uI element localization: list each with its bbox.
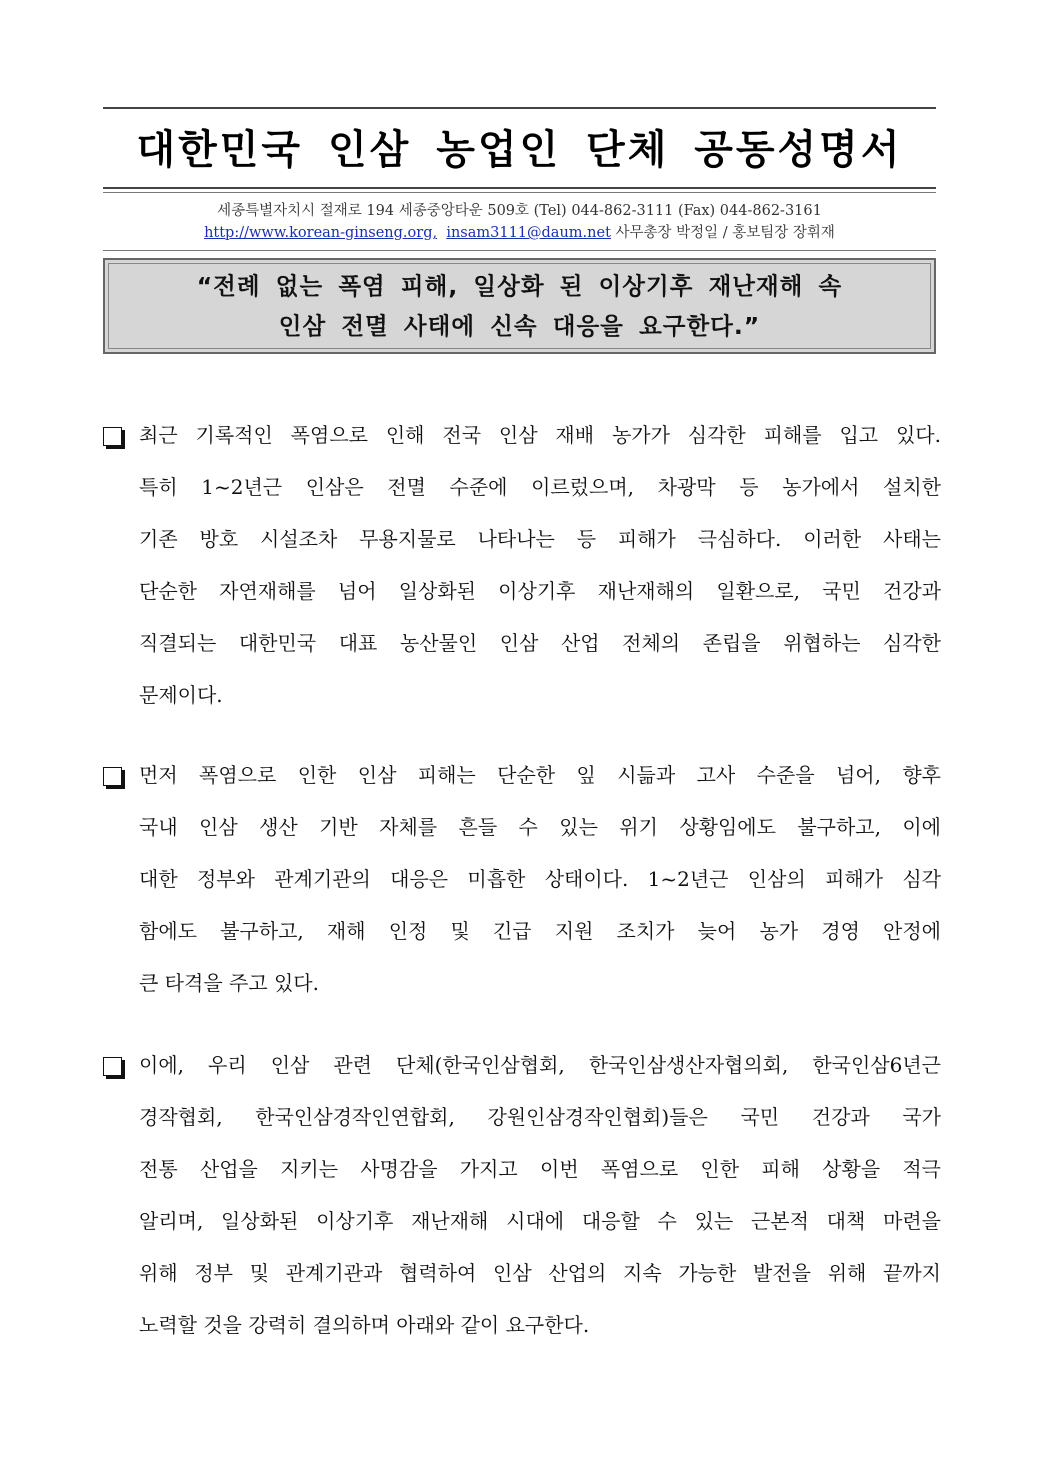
paragraph-line: 특히 1~2년근 인삼은 전멸 수준에 이르렀으며, 차광막 등 농가에서 설치한 [139, 475, 941, 499]
contact-info [103, 200, 936, 244]
paragraph-line: 큰 타격을 주고 있다. [139, 971, 319, 995]
title-rule-thick [103, 187, 936, 189]
headline-inner [108, 263, 931, 349]
paragraph-line: 대한 정부와 관계기관의 대응은 미흡한 상태이다. 1~2년근 인삼의 피해가 심각 [139, 867, 941, 891]
top-rule [103, 107, 936, 109]
website-link[interactable]: http://www.korean-ginseng.org, [204, 225, 438, 241]
title-rule-thin [103, 192, 936, 193]
email-link[interactable]: insam3111@daum.net [446, 225, 611, 241]
headline-line-1: “전례 없는 폭염 피해, 일상화 된 이상기후 재난재해 속 [196, 272, 843, 300]
contact-web-line [103, 222, 936, 244]
paragraph-line: 국내 인삼 생산 기반 자체를 흔들 수 있는 위기 상황임에도 불구하고, 이에 [139, 815, 941, 839]
paragraph-line: 노력할 것을 강력히 결의하며 아래와 같이 요구한다. [139, 1313, 590, 1337]
paragraph-line: 문제이다. [139, 683, 223, 707]
checkbox-bullet-icon [103, 427, 122, 446]
contact-rule [103, 250, 936, 251]
contact-address-line: 세종특별자치시 절재로 194 세종중앙타운 509호 (Tel) 044-862-3111 (Fax) 044-862-3161 [217, 203, 822, 219]
paragraph-line: 기존 방호 시설조차 무용지물로 나타나는 등 피해가 극심하다. 이러한 사태는 [139, 527, 941, 551]
document-title: 대한민국 인삼 농업인 단체 공동성명서 [136, 127, 903, 173]
headline-line-2: 인삼 전멸 사태에 신속 대응을 요구한다.” [278, 312, 761, 340]
checkbox-bullet-icon [103, 767, 122, 786]
paragraph-line: 경작협회, 한국인삼경작인연합회, 강원인삼경작인협회)들은 국민 건강과 국가 [139, 1105, 941, 1129]
paragraph-line: 위해 정부 및 관계기관과 협력하여 인삼 산업의 지속 가능한 발전을 위해 끝까지 [139, 1261, 941, 1285]
staff-info: 사무총장 박정일 / 홍보팀장 장휘재 [615, 225, 835, 241]
checkbox-bullet-icon [103, 1057, 122, 1076]
paragraph-line: 알리며, 일상화된 이상기후 재난재해 시대에 대응할 수 있는 근본적 대책 마련을 [139, 1209, 941, 1233]
headline-box [103, 258, 936, 354]
paragraph-line: 최근 기록적인 폭염으로 인해 전국 인삼 재배 농가가 심각한 피해를 입고 있다. [139, 423, 941, 447]
paragraph-line: 직결되는 대한민국 대표 농산물인 인삼 산업 전체의 존립을 위협하는 심각한 [139, 631, 941, 655]
paragraph-line: 전통 산업을 지키는 사명감을 가지고 이번 폭염으로 인한 피해 상황을 적극 [139, 1157, 941, 1181]
paragraph-line: 단순한 자연재해를 넘어 일상화된 이상기후 재난재해의 일환으로, 국민 건강과 [139, 579, 941, 603]
paragraph-line: 함에도 불구하고, 재해 인정 및 긴급 지원 조치가 늦어 농가 경영 안정에 [139, 919, 941, 943]
paragraph-line: 먼저 폭염으로 인한 인삼 피해는 단순한 잎 시듦과 고사 수준을 넘어, 향후 [139, 763, 941, 787]
paragraph-line: 이에, 우리 인삼 관련 단체(한국인삼협회, 한국인삼생산자협의회, 한국인삼6년근 [139, 1053, 941, 1077]
